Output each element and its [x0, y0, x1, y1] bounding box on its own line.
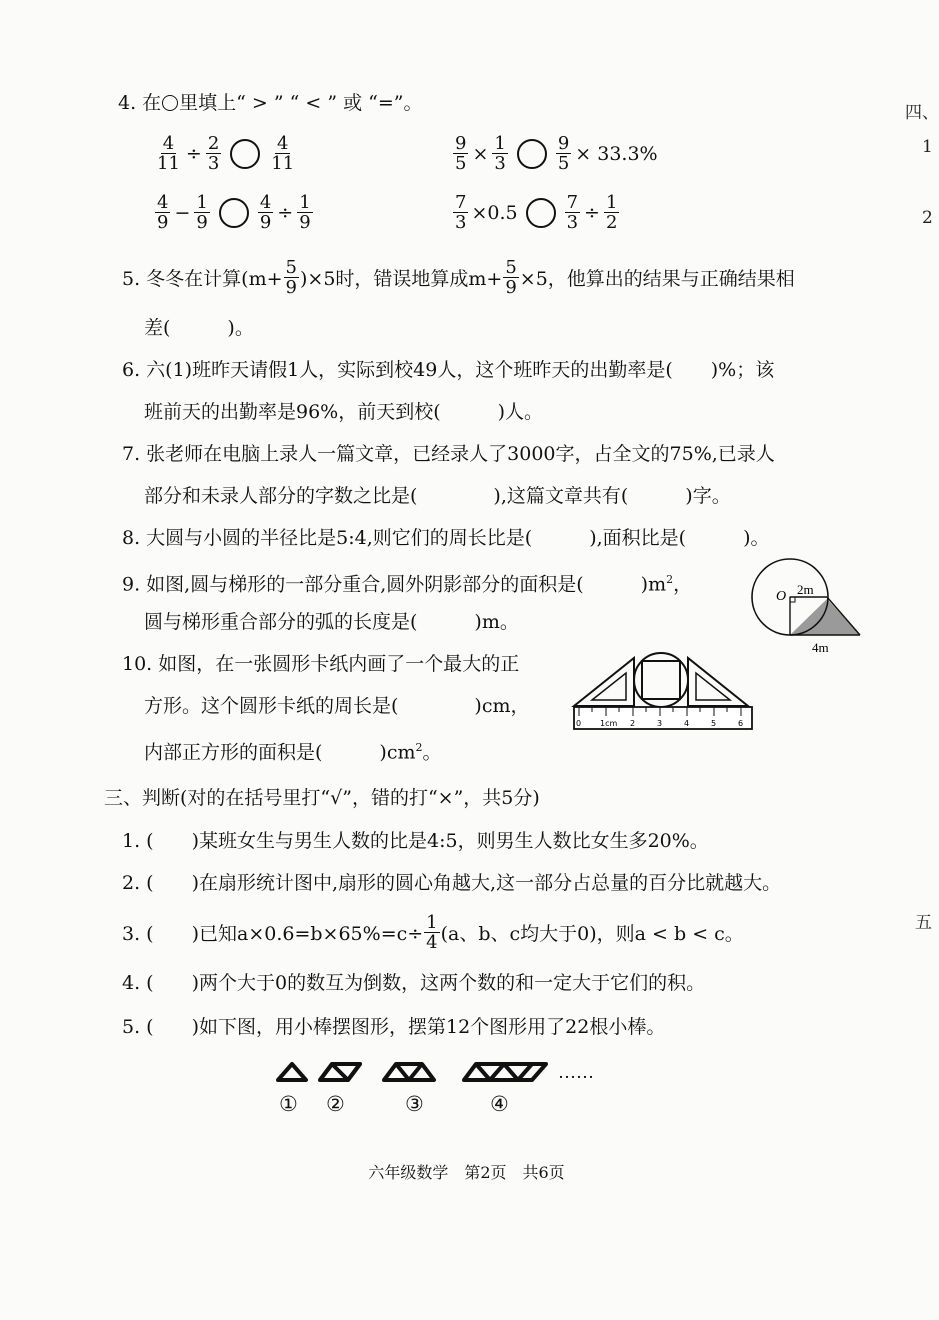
pattern-number-3: ③ — [405, 1092, 424, 1116]
fraction: $\frac{7}{3}$ — [455, 192, 467, 233]
superscript: 2 — [666, 573, 674, 586]
operator: ÷ — [277, 201, 294, 224]
ruler-label-3: 3 — [657, 719, 663, 728]
q6-line1: 6. 六(1)班昨天请假1人，实际到校49人，这个班昨天的出勤率是( )%；该 — [122, 359, 775, 381]
edge-fragment-section5: 五 — [915, 913, 932, 933]
fraction: $\frac{9}{5}$ — [557, 133, 570, 174]
q4-row1-left — [154, 134, 297, 173]
compare-circle-blank[interactable] — [526, 198, 556, 228]
q9-line1 — [122, 568, 692, 596]
judge-item-1: 1. ( )某班女生与男生人数的比是4:5，则男生人数比女生多20%。 — [122, 830, 709, 852]
q10-line1: 10. 如图，在一张圆形卡纸内画了一个最大的正 — [122, 653, 520, 675]
fraction: $\frac{5}{9}$ — [505, 257, 517, 298]
fraction: $\frac{4}{9}$ — [157, 192, 169, 233]
judge-item-3-text-1: 3. ( )已知a×0.6=b×65%=c÷ — [122, 923, 424, 945]
edge-fragment-1: 1 — [922, 137, 933, 157]
operator: × — [472, 142, 489, 165]
q10-line2: 方形。这个圆形卡纸的周长是( )cm， — [144, 695, 530, 717]
ruler-circle-figure — [570, 650, 765, 740]
ruler-label-5: 5 — [711, 719, 717, 728]
ruler-label-2: 2 — [630, 719, 636, 728]
q7-line2: 部分和未录人部分的字数之比是( ),这篇文章共有( )字。 — [144, 485, 731, 507]
fraction: $\frac{5}{9}$ — [285, 257, 297, 298]
inscribed-square — [642, 661, 680, 699]
q6-line2: 班前天的出勤率是96%，前天到校( )人。 — [144, 401, 544, 423]
operator: − — [174, 201, 191, 224]
q4-stem-part1: 4. 在 — [118, 92, 162, 114]
q5-text-3: ×5，他算出的结果与正确结果相 — [519, 268, 795, 290]
section3-title: 三、判断(对的在括号里打“√”，错的打“×”，共5分) — [104, 787, 540, 809]
fraction: $\frac{9}{5}$ — [455, 133, 467, 174]
ruler-label-6: 6 — [738, 719, 744, 728]
page-footer: 六年级数学 第2页 共6页 — [368, 1163, 565, 1182]
judge-item-4: 4. ( )两个大于0的数互为倒数，这两个数的和一定大于它们的积。 — [122, 972, 706, 994]
fraction: $\frac{4}{9}$ — [259, 192, 272, 233]
compare-circle-blank[interactable] — [219, 198, 249, 228]
q9-text: 9. 如图,圆与梯形的一部分重合,圆外阴影部分的面积是( )m — [122, 573, 667, 596]
stick-pattern-figure — [274, 1058, 614, 1088]
q4-row2-left — [154, 193, 314, 232]
judge-item-3 — [122, 913, 744, 952]
q5-text-2: )×5时，错误地算成m+ — [299, 268, 503, 290]
judge-item-2: 2. ( )在扇形统计图中,扇形的圆心角越大,这一部分占总量的百分比就越大。 — [122, 872, 782, 894]
fraction: $\frac{1}{4}$ — [426, 912, 438, 953]
q4-stem-part2: 里填上“ > ” “ < ” 或 “=”。 — [179, 92, 423, 114]
fraction: $\frac{4}{11}$ — [271, 133, 295, 174]
pattern-number-4: ④ — [490, 1092, 509, 1116]
expression-part: ×0.5 — [471, 201, 518, 224]
q5-line2: 差( )。 — [144, 317, 254, 339]
q10-text: 内部正方形的面积是( )cm — [144, 741, 416, 764]
q5-text-1: 5. 冬冬在计算(m+ — [122, 268, 283, 290]
compare-circle-blank[interactable] — [230, 139, 260, 169]
fraction: $\frac{1}{9}$ — [299, 192, 311, 233]
q10-line3 — [144, 736, 442, 764]
q9-text-end: ， — [673, 573, 693, 596]
ruler-label-0: 0 — [576, 719, 582, 728]
q9-line2: 圆与梯形重合部分的弧的长度是( )m。 — [144, 611, 519, 633]
q8-line1: 8. 大圆与小圆的半径比是5:4,则它们的周长比是( ),面积比是( )。 — [122, 527, 770, 549]
circle-symbol-icon — [162, 95, 178, 111]
fraction: $\frac{1}{2}$ — [605, 192, 618, 233]
q4-row2-right — [452, 193, 620, 232]
judge-item-5: 5. ( )如下图，用小棒摆图形，摆第12个图形用了22根小棒。 — [122, 1016, 666, 1038]
pattern-number-1: ① — [279, 1092, 298, 1116]
radius-label: 2m — [797, 582, 814, 597]
superscript: 2 — [415, 741, 423, 754]
fraction: $\frac{1}{9}$ — [196, 192, 208, 233]
q10-text-end: 。 — [422, 741, 442, 764]
operator: ÷ — [584, 201, 600, 224]
q4-row1-right — [452, 134, 658, 173]
circle-trapezoid-figure — [745, 557, 870, 657]
ruler-label-1: 1cm — [600, 719, 618, 728]
fraction: $\frac{4}{11}$ — [157, 133, 180, 174]
q5-line1 — [122, 258, 795, 297]
pattern-number-2: ② — [326, 1092, 345, 1116]
ruler-label-4: 4 — [684, 719, 690, 728]
pattern-1 — [278, 1064, 306, 1080]
base-label: 4m — [812, 640, 829, 655]
operator: ÷ — [185, 142, 202, 165]
q7-line1: 7. 张老师在电脑上录人一篇文章，已经录人了3000字，占全文的75%,已录人 — [122, 443, 775, 465]
judge-item-3-text-2: (a、b、c均大于0)，则a < b < c。 — [440, 923, 744, 945]
continuation-dots: …… — [558, 1062, 594, 1082]
shaded-region — [790, 599, 860, 635]
fraction: $\frac{1}{3}$ — [494, 133, 506, 174]
compare-circle-blank[interactable] — [517, 139, 547, 169]
expression-tail: × 33.3% — [575, 142, 658, 165]
edge-fragment-section4: 四、 — [905, 103, 939, 123]
q4-stem — [118, 91, 423, 115]
edge-fragment-2: 2 — [922, 208, 933, 228]
center-label: O — [776, 589, 787, 604]
fraction: $\frac{7}{3}$ — [566, 192, 579, 233]
fraction: $\frac{2}{3}$ — [207, 133, 220, 174]
